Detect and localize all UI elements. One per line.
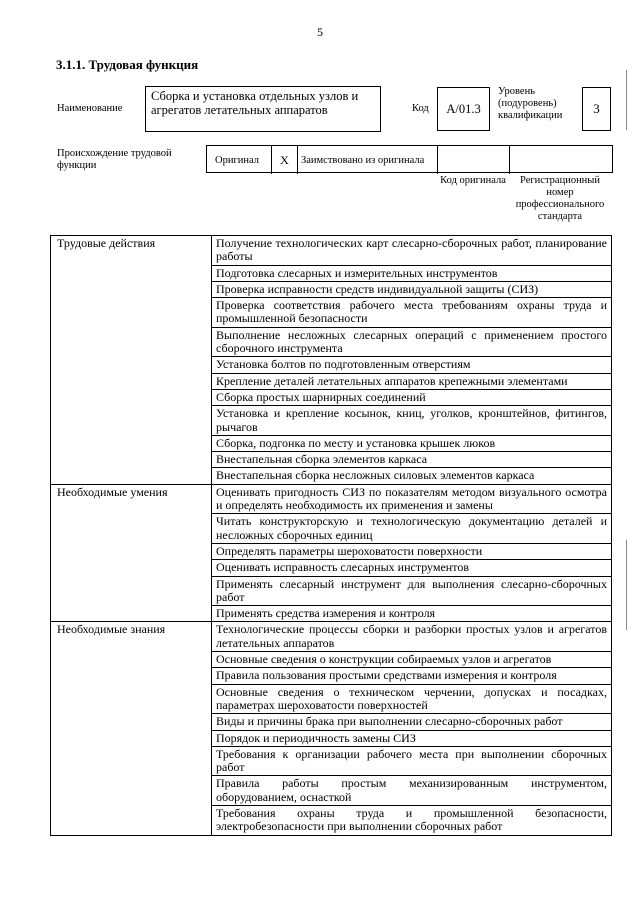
list-item: Подготовка слесарных и измерительных инструментов: [212, 265, 612, 281]
list-item: Основные сведения о техническом черчении, допусках и посадках, параметрах шероховатости поверхностей: [212, 684, 612, 714]
list-item: Применять средства измерения и контроля: [212, 606, 612, 622]
original-label: Оригинал: [215, 154, 259, 166]
table-row: [51, 484, 612, 514]
origin-table: [206, 145, 613, 173]
page-number: 5: [317, 25, 323, 39]
reg-number-caption: Регистрационный номер профессионального стандарта: [515, 175, 605, 222]
list-item: Оценивать пригодность СИЗ по показателям методом визуального осмотра и определять необходимость их применения и замены: [212, 484, 612, 514]
list-item: Требования охраны труда и промышленной безопасности, электробезопасности при выполнении сборочных работ: [212, 805, 612, 835]
list-item: Внестапельная сборка элементов каркаса: [212, 452, 612, 468]
code-value: A/01.3: [446, 101, 481, 116]
list-item: Установка и крепление косынок, книц, уголков, кронштейнов, фитингов, рычагов: [212, 406, 612, 436]
code-box: [437, 87, 490, 131]
function-details-table: [50, 235, 612, 836]
function-name-box: [145, 86, 381, 132]
original-code-cell: [437, 146, 509, 174]
section-title: Необходимые умения: [51, 484, 212, 622]
table-row: [51, 622, 612, 652]
list-item: Технологические процессы сборки и разборки простых узлов и агрегатов летательных аппаратов: [212, 622, 612, 652]
list-item: Требования к организации рабочего места при выполнении сборочных работ: [212, 746, 612, 776]
list-item: Сборка простых шарнирных соединений: [212, 389, 612, 405]
scan-mark: [626, 70, 627, 130]
list-item: Читать конструкторскую и технологическую документацию деталей и несложных сборочных единиц: [212, 514, 612, 544]
origin-label: Происхождение трудовой функции: [57, 148, 172, 171]
name-label: Наименование: [57, 103, 123, 114]
list-item: Применять слесарный инструмент для выполнения слесарно-сборочных работ: [212, 576, 612, 606]
list-item: Сборка, подгонка по месту и установка крышек люков: [212, 435, 612, 451]
list-item: Оценивать исправность слесарных инструментов: [212, 560, 612, 576]
borrowed-label: Заимствовано из оригинала: [297, 146, 437, 174]
original-code-caption: Код оригинала: [440, 175, 506, 186]
list-item: Внестапельная сборка несложных силовых элементов каркаса: [212, 468, 612, 484]
list-item: Правила пользования простыми средствами измерения и контроля: [212, 668, 612, 684]
section-title: Необходимые знания: [51, 622, 212, 835]
list-item: Получение технологических карт слесарно-сборочных работ, планирование работы: [212, 236, 612, 266]
code-label: Код: [412, 103, 429, 114]
level-box: [582, 87, 611, 131]
section-heading: 3.1.1. Трудовая функция: [56, 57, 199, 72]
list-item: Выполнение несложных слесарных операций с применением простого сборочного инструмента: [212, 327, 612, 357]
list-item: Основные сведения о конструкции собираемых узлов и агрегатов: [212, 652, 612, 668]
list-item: Проверка исправности средств индивидуальной защиты (СИЗ): [212, 281, 612, 297]
list-item: Правила работы простым механизированным инструментом, оборудованием, оснасткой: [212, 776, 612, 806]
list-item: Проверка соответствия рабочего места требованиям охраны труда и промышленной безопасности: [212, 298, 612, 328]
section-title: Трудовые действия: [51, 236, 212, 485]
list-item: Установка болтов по подготовленным отверстиям: [212, 357, 612, 373]
list-item: Виды и причины брака при выполнении слесарно-сборочных работ: [212, 714, 612, 730]
original-mark: Х: [271, 146, 297, 174]
function-name-value: Сборка и установка отдельных узлов и агрегатов летательных аппаратов: [151, 89, 359, 117]
reg-number-cell: [509, 146, 614, 174]
list-item: Порядок и периодичность замены СИЗ: [212, 730, 612, 746]
level-value: 3: [593, 101, 600, 116]
table-row: [51, 236, 612, 266]
list-item: Крепление деталей летательных аппаратов крепежными элементами: [212, 373, 612, 389]
list-item: Определять параметры шероховатости поверхности: [212, 543, 612, 559]
scan-mark: [626, 540, 627, 630]
level-label: Уровень (подуровень) квалификации: [498, 86, 563, 121]
